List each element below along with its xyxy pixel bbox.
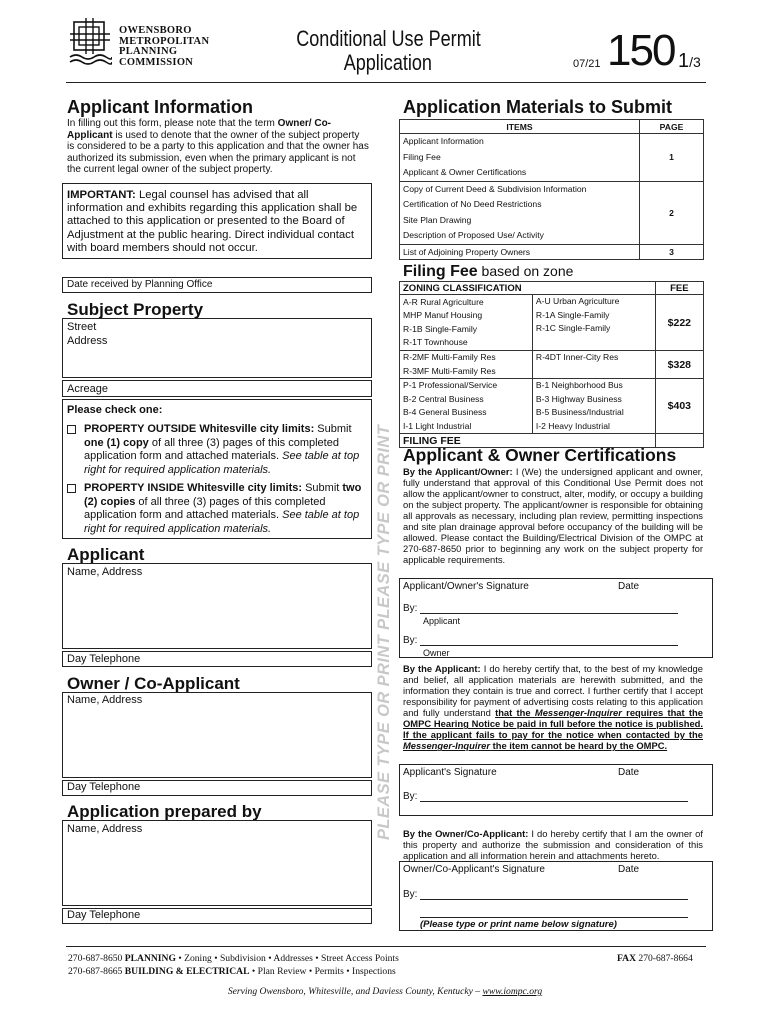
street-label: Street — [67, 321, 97, 333]
prepared-by-phone-label: Day Telephone — [67, 909, 141, 921]
owner-caption: Owner — [423, 648, 450, 658]
address-label: Address — [67, 335, 108, 347]
coapplicant-certification-text: By the Owner/Co-Applicant: I do hereby certify that I am the owner of this property and authorize the submission and consideration of this application and all information herein and attachments hereto. — [403, 828, 703, 862]
zone-group-2-b: R-4DT Inner-City Res — [532, 351, 637, 379]
material-page: 3 — [640, 244, 704, 259]
zone-checkbox-column[interactable] — [637, 295, 655, 351]
material-item: Certification of No Deed Restrictions — [403, 199, 542, 209]
zone-checkbox-column[interactable] — [637, 351, 655, 379]
fee-col-header: FEE — [655, 282, 703, 295]
check-one-label: Please check one: — [67, 404, 163, 416]
material-page: 1 — [640, 134, 704, 182]
footer-serving-line: Serving Owensboro, Whitesville, and Daviess County, Kentucky – www.iompc.org — [227, 986, 543, 997]
applicant-caption: Applicant — [423, 616, 461, 626]
org-name: OWENSBORO METROPOLITAN PLANNING COMMISSION — [119, 25, 210, 68]
street-address-field[interactable] — [62, 318, 372, 378]
owner-signature-date-label: Date — [618, 581, 640, 592]
page-indicator: 1/3 — [678, 50, 701, 72]
material-item: Applicant Information — [403, 136, 484, 146]
applicant-heading: Applicant — [67, 545, 145, 564]
website-link[interactable]: www.iompc.org — [482, 986, 543, 997]
zoning-fee-table — [399, 281, 704, 448]
zoning-col-header: ZONING CLASSIFICATION — [400, 282, 656, 295]
zone-checkbox-column[interactable] — [514, 351, 532, 379]
applicant-signature-label: Applicant's Signature — [403, 767, 497, 778]
materials-heading: Application Materials to Submit — [403, 97, 673, 117]
applicant-info-heading: Applicant Information — [67, 97, 253, 117]
materials-col-page: PAGE — [640, 120, 704, 134]
material-page: 2 — [640, 181, 704, 244]
material-item: Applicant & Owner Certifications — [403, 167, 527, 177]
important-notice: IMPORTANT: Legal counsel has advised that all information and exhibits regarding this application shall be attached to this application or presented to the Board of Adjustment at the public hearing. Direct individual contact with board members should not occur. — [67, 189, 358, 254]
filing-fee-total-label: FILING FEE — [400, 434, 656, 448]
print-name-note: (Please type or print name below signature) — [420, 919, 617, 930]
applicant-phone-label: Day Telephone — [67, 653, 141, 665]
materials-col-items: ITEMS — [400, 120, 640, 134]
footer-rule — [66, 946, 706, 947]
revision-date: 07/21 — [573, 58, 601, 70]
coapplicant-sig-line[interactable] — [420, 899, 688, 900]
footer-building-line: 270-687-8665 BUILDING & ELECTRICAL • Plan Review • Permits • Inspections — [68, 966, 396, 977]
outside-city-checkbox[interactable] — [67, 425, 76, 434]
applicant-certification-text: By the Applicant: I do hereby certify that, to the best of my knowledge and belief, all application materials are herewith submitted, and the information they contain is true and correct. I further certify that I accept responsibility for payment of advertising costs relating to this application and fully understand that the Messenger-Inquirer requires that the OMPC Hearing Notice be paid in full before the notice is published. If the applicant fails to pay for the notice when contacted by the Messenger-Inquirer the item cannot be heard by the OMPC. — [403, 663, 703, 752]
form-title: Conditional Use Permit Application — [296, 26, 481, 75]
owner-signature-line[interactable] — [420, 645, 678, 646]
certifications-heading: Applicant & Owner Certifications — [403, 445, 677, 465]
owner-by-line: By: — [403, 635, 418, 646]
materials-table — [399, 119, 704, 260]
inside-city-checkbox[interactable] — [67, 484, 76, 493]
filing-fee-heading: Filing Fee based on zone — [403, 263, 574, 280]
zone-checkbox-column[interactable] — [514, 379, 532, 434]
applicant-by-line: By: — [403, 603, 418, 614]
header-rule — [66, 82, 706, 83]
applicant-signature-date-label: Date — [618, 767, 640, 778]
material-item: Description of Proposed Use/ Activity — [403, 230, 544, 240]
applicant-name-address-label: Name, Address — [67, 566, 143, 578]
option-inside-city: PROPERTY INSIDE Whitesville city limits: Submit two (2) copies of all three (3) pages of this completed application form and attached materials. See table at top right for required application materials. — [67, 482, 367, 536]
owner-signature-label: Applicant/Owner's Signature — [403, 581, 529, 592]
zone-group-2-a: R-2MF Multi-Family Res R-3MF Multi-Family Res — [400, 351, 515, 379]
coapplicant-sig-line-2 — [420, 917, 688, 918]
zone-checkbox-column[interactable] — [637, 379, 655, 434]
material-item: List of Adjoining Property Owners — [400, 244, 640, 259]
acreage-label: Acreage — [67, 383, 108, 395]
material-item: Site Plan Drawing — [403, 214, 472, 225]
coapplicant-signature-label: Owner/Co-Applicant's Signature — [403, 864, 545, 875]
applicant-info-intro: In filling out this form, please note that the term Owner/ Co-Applicant is used to denote that the owner of the subject property is considered to be a party to this application and that the owner has authorized its submission, even when the primary applicant is not the current legal owner of the subject property. — [67, 118, 369, 176]
footer-planning-line: 270-687-8650 PLANNING • Zoning • Subdivision • Addresses • Street Access Points — [68, 953, 399, 964]
zone-checkbox-column[interactable] — [514, 295, 532, 351]
coapplicant-by-line: By: — [403, 889, 418, 900]
acreage-field[interactable] — [62, 380, 372, 397]
form-number: 150 — [607, 26, 675, 75]
material-item: Filing Fee — [403, 151, 441, 162]
materials-group-2 — [400, 181, 640, 244]
prepared-by-heading: Application prepared by — [67, 802, 262, 821]
coapplicant-signature-date-label: Date — [618, 864, 640, 875]
zone-group-1-a: A-R Rural Agriculture MHP Manuf Housing R-1B Single-Family R-1T Townhouse — [400, 295, 515, 351]
zone-group-3-a: P-1 Professional/Service B-2 Central Business B-4 General Business I-1 Light Industrial — [400, 379, 515, 434]
zone-group-1-b: A-U Urban Agriculture R-1A Single-Family R-1C Single-Family — [532, 295, 637, 351]
materials-group-1 — [400, 134, 640, 182]
subject-property-heading: Subject Property — [67, 300, 204, 319]
owner-phone-label: Day Telephone — [67, 781, 141, 793]
fee-tier-2: $328 — [655, 351, 703, 379]
material-item: Copy of Current Deed & Subdivision Information — [403, 183, 587, 194]
fee-tier-3: $403 — [655, 379, 703, 434]
applicant-sig-line[interactable] — [420, 801, 688, 802]
zone-group-3-b: B-1 Neighborhood Bus B-3 Highway Business B-5 Business/Industrial I-2 Heavy Industrial — [532, 379, 637, 434]
date-received-label: Date received by Planning Office — [67, 279, 213, 290]
owner-heading: Owner / Co-Applicant — [67, 674, 240, 693]
ompc-logo — [68, 16, 112, 66]
applicant-sig-by-line: By: — [403, 791, 418, 802]
owner-certification-text: By the Applicant/Owner: I (We) the undersigned applicant and owner, fully understand that approval of this Conditional Use Permit does not allow the applicant/owner to construct, alter, modify, or occupy a building on the subject property. The applicant/owner is responsible for obtaining all approvals as necessary, including plan review, permitting inspections and site plan drainage approval before occupancy of the building will be allowed. Please contact the Building/Electrical Division of the OMPC at 270-687-8650 prior to beginning any work on the subject property for applicable requirements. — [403, 466, 703, 566]
applicant-signature-line[interactable] — [420, 613, 678, 614]
owner-name-address-label: Name, Address — [67, 694, 143, 706]
please-type-or-print-watermark: PLEASE TYPE OR PRINT PLEASE TYPE OR PRINT — [375, 424, 393, 840]
footer-fax: FAX 270-687-8664 — [617, 953, 693, 964]
fee-tier-1: $222 — [655, 295, 703, 351]
option-outside-city: PROPERTY OUTSIDE Whitesville city limits: Submit one (1) copy of all three (3) pages of this completed application form and attached materials. See table at top right for required application materials. — [67, 423, 367, 477]
prepared-by-name-address-label: Name, Address — [67, 823, 143, 835]
